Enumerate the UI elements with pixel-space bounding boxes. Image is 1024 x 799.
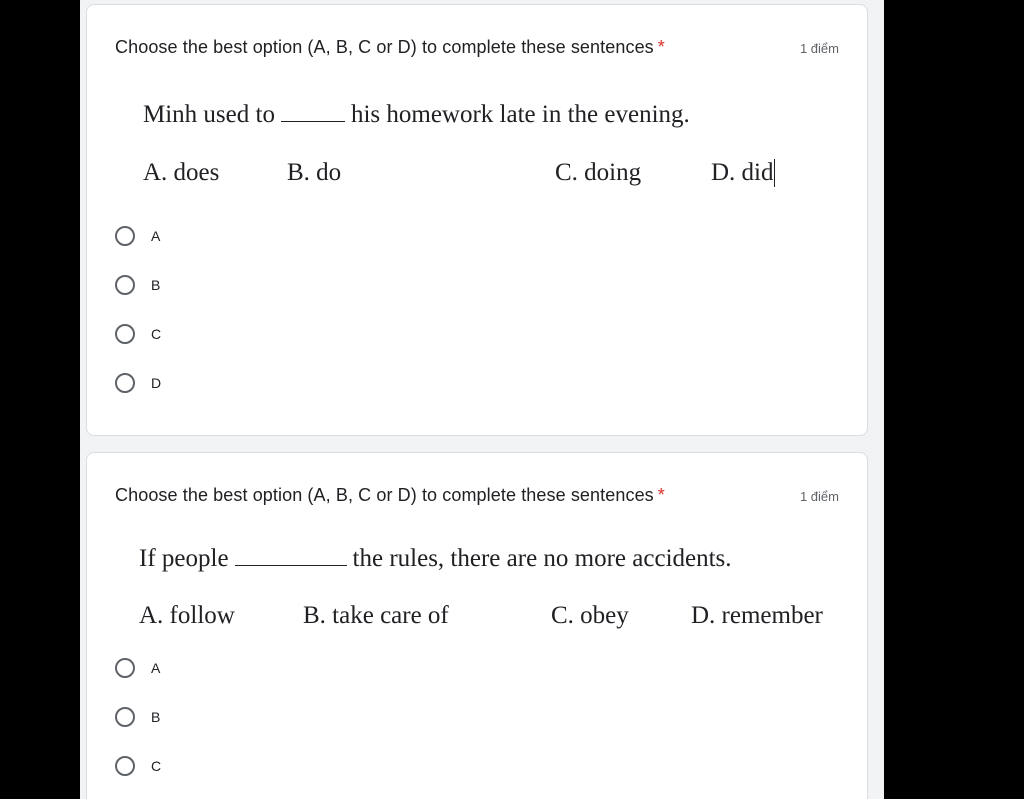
choice-label: C <box>151 758 162 774</box>
option-text-b: B. do <box>287 159 342 186</box>
answer-blank <box>281 101 345 122</box>
choice-c[interactable] <box>115 751 161 781</box>
option-text-a: A. does <box>143 159 220 186</box>
required-asterisk: * <box>657 485 665 505</box>
radio-button[interactable] <box>115 373 135 393</box>
points-label: 1 điểm <box>799 489 839 504</box>
radio-button[interactable] <box>115 707 135 727</box>
radio-button[interactable] <box>115 324 135 344</box>
choice-label: D <box>151 375 162 391</box>
radio-button[interactable] <box>115 756 135 776</box>
option-text-b: B. take care of <box>303 602 449 629</box>
option-text-a: A. follow <box>139 602 235 629</box>
choice-b[interactable] <box>115 270 160 300</box>
choice-label: A <box>151 660 161 676</box>
option-text-c: C. doing <box>555 159 642 186</box>
choice-b[interactable] <box>115 702 160 732</box>
option-text-d: D. remember <box>691 602 823 629</box>
option-text-c: C. obey <box>551 602 629 629</box>
required-asterisk: * <box>657 37 665 57</box>
answer-blank <box>235 545 347 566</box>
points-label: 1 điểm <box>799 41 839 56</box>
radio-button[interactable] <box>115 658 135 678</box>
question-sentence <box>143 101 690 129</box>
question-card <box>86 4 868 436</box>
form-page <box>80 0 884 799</box>
sentence-before: If people <box>139 545 229 572</box>
question-title <box>115 485 665 506</box>
choice-label: B <box>151 277 161 293</box>
choice-label: A <box>151 228 161 244</box>
sentence-before: Minh used to <box>143 101 275 128</box>
sentence-after: his homework late in the evening. <box>350 101 690 128</box>
choice-d[interactable] <box>115 368 161 398</box>
question-title-text: Choose the best option (A, B, C or D) to complete these sentences <box>115 37 654 57</box>
choice-a[interactable] <box>115 221 160 251</box>
choice-label: B <box>151 709 161 725</box>
radio-button[interactable] <box>115 226 135 246</box>
choice-a[interactable] <box>115 653 160 683</box>
option-text-d: D. did <box>711 159 774 186</box>
radio-button[interactable] <box>115 275 135 295</box>
question-title <box>115 37 665 58</box>
choice-c[interactable] <box>115 319 161 349</box>
question-card <box>86 452 868 799</box>
sentence-after: the rules, there are no more accidents. <box>352 545 732 572</box>
choice-label: C <box>151 326 162 342</box>
question-sentence <box>139 545 732 573</box>
question-title-text: Choose the best option (A, B, C or D) to complete these sentences <box>115 485 654 505</box>
